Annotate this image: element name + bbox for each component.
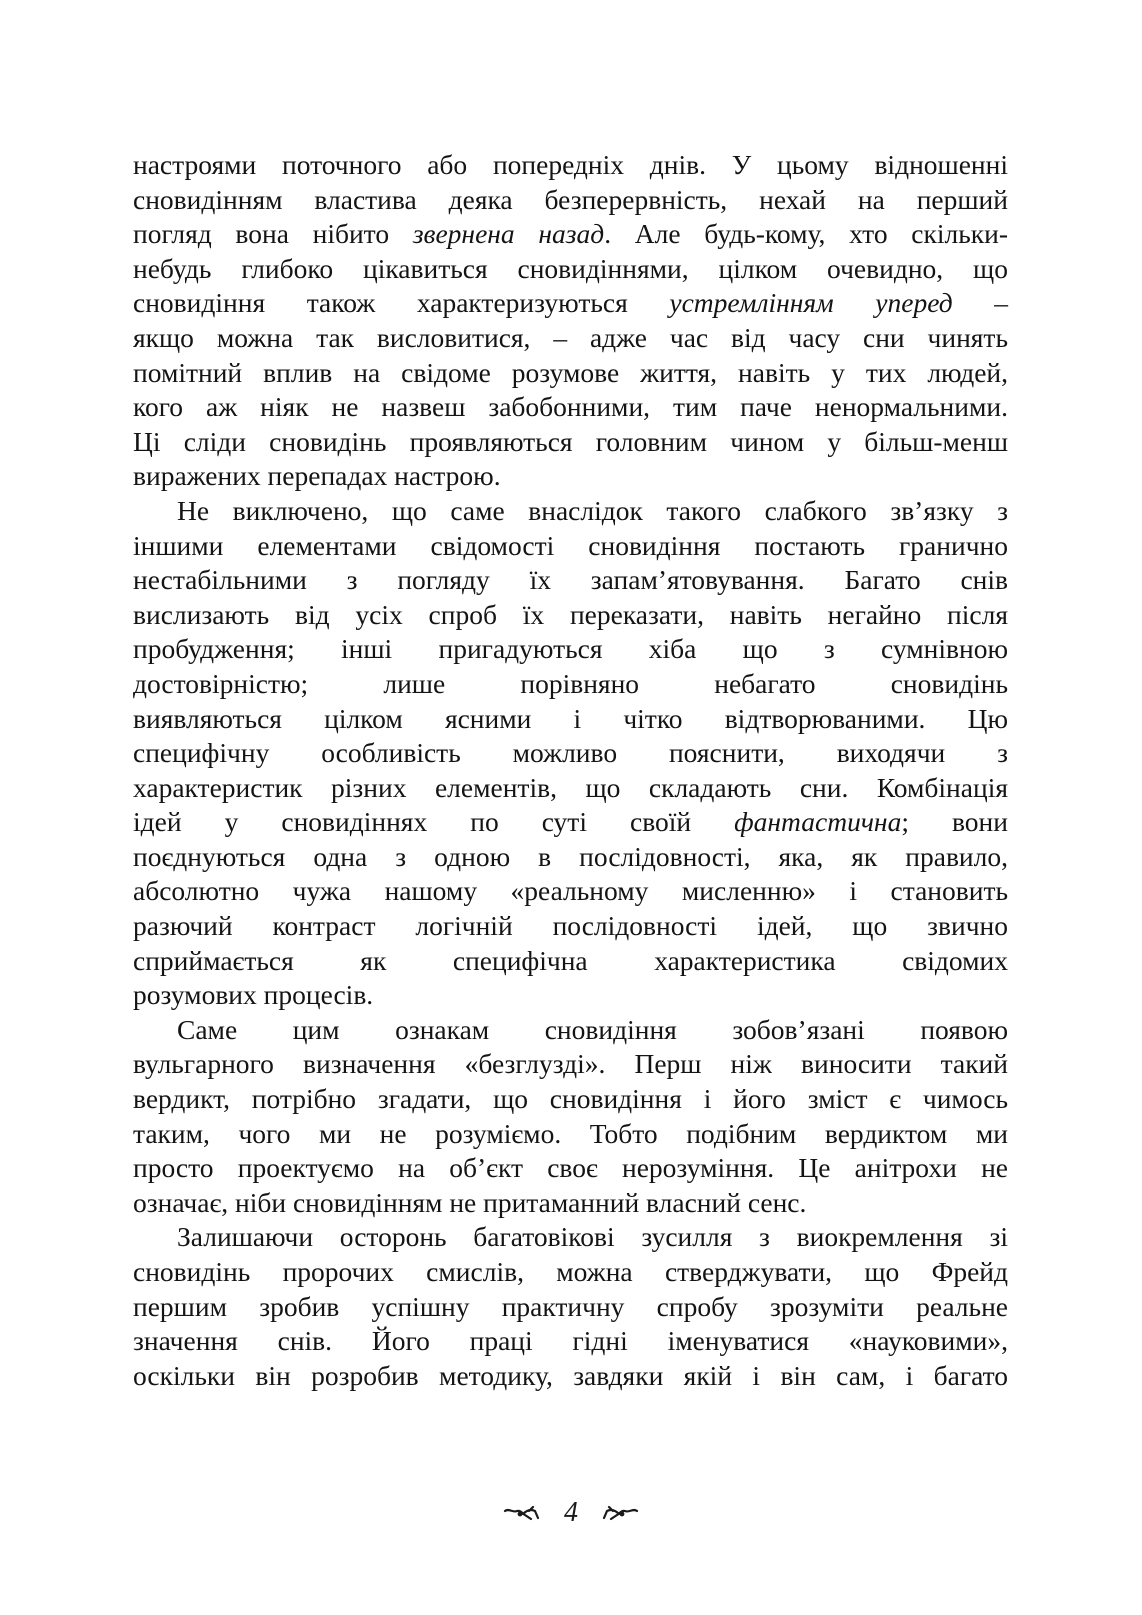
italic-emphasis: фантастична xyxy=(734,806,902,838)
text-line: помітний вплив на свідоме розумове життя, навіть у тих людей, xyxy=(133,356,1008,388)
paragraph xyxy=(133,1013,1008,1221)
fleuron-right-icon xyxy=(599,1499,639,1531)
text-line: таким, чого ми не розуміємо. Тобто подібним вердиктом ми xyxy=(133,1117,1008,1149)
text-line: Залишаючи осторонь багатовікові зусилля з виокремлення зі xyxy=(177,1221,1008,1253)
page-footer xyxy=(0,1497,1142,1531)
text-line: пробудження; інші пригадуються хіба що з сумнівною xyxy=(133,633,1008,665)
text-line: небудь глибоко цікавиться сновидіннями, цілком очевидно, що xyxy=(133,252,1008,284)
text-line: вислизають від усіх спроб їх переказати, навіть негайно після xyxy=(133,598,1008,630)
text-line: значення снів. Його праці гідні іменуватися «науковими», xyxy=(133,1325,1008,1357)
body-text xyxy=(133,148,1008,1393)
text-line: разючий контраст логічній послідовності ідей, що звично xyxy=(133,910,1008,942)
text-line: нестабільними з погляду їх запам’ятовування. Багато снів xyxy=(133,564,1008,596)
text-line: настроями поточного або попередніх днів. У цьому відношенні xyxy=(133,149,1008,180)
text-line: Ці сліди сновидінь проявляються головним чином у більш-менш xyxy=(133,425,1008,457)
text-line: кого аж ніяк не назвеш забобонними, тим паче ненормальними. xyxy=(133,391,1008,423)
page-number: 4 xyxy=(564,1497,578,1528)
text-line: характеристик різних елементів, що складають сни. Комбінація xyxy=(133,771,1008,803)
text-line: виражених перепадах настрою. xyxy=(133,460,501,492)
text-line: іншими елементами свідомості сновидіння постають гранично xyxy=(133,529,1008,561)
text-line: достовірністю; лише порівняно небагато сновидінь xyxy=(133,667,1008,699)
text-line: сновидінням властива деяка безперервність, нехай на перший xyxy=(133,183,1008,215)
text-line: погляд вона нібито звернена назад. Але будь-кому, хто скільки- xyxy=(133,218,1009,250)
text-line: специфічну особливість можливо пояснити, виходячи з xyxy=(133,737,1008,769)
text-line: розумових процесів. xyxy=(133,979,374,1011)
text-line: сновидінь пророчих смислів, можна стверджувати, що Фрейд xyxy=(133,1256,1008,1287)
italic-emphasis: устремлінням уперед xyxy=(669,287,953,319)
text-line: просто проектуємо на об’єкт своє нерозуміння. Це анітрохи не xyxy=(133,1152,1008,1184)
text-line: абсолютно чужа нашому «реальному мисленню» і становить xyxy=(133,875,1008,907)
text-line: сновидіння також характеризуються устремлінням уперед – xyxy=(133,287,1009,319)
text-line: вульгарного визначення «безглузді». Перш ніж виносити такий xyxy=(133,1048,1008,1080)
text-line: якщо можна так висловитися, – адже час від часу сни чинять xyxy=(133,321,1008,353)
text-line: оскільки він розробив методику, завдяки якій і він сам, і багато xyxy=(133,1359,1008,1391)
italic-emphasis: звернена назад xyxy=(412,218,605,250)
text-line: виявляються цілком ясними і чітко відтворюваними. Цю xyxy=(133,702,1008,734)
text-line: сприймається як специфічна характеристика свідомих xyxy=(133,944,1008,976)
text-line: ідей у сновидіннях по суті своїй фантастична; вони xyxy=(133,806,1008,838)
text-line: поєднуються одна з одною в послідовності, яка, як правило, xyxy=(133,840,1008,872)
text-line: вердикт, потрібно згадати, що сновидіння і його зміст є чимось xyxy=(133,1083,1008,1115)
text-line: означає, ніби сновидінням не притаманний власний сенс. xyxy=(133,1186,807,1218)
text-line: Саме цим ознакам сновидіння зобов’язані появою xyxy=(177,1013,1008,1045)
paragraph xyxy=(133,494,1008,1013)
paragraph xyxy=(133,148,1008,494)
text-line: першим зробив успішну практичну спробу зрозуміти реальне xyxy=(133,1290,1008,1322)
text-line: Не виключено, що саме внаслідок такого слабкого зв’язку з xyxy=(177,494,1008,526)
paragraph xyxy=(133,1220,1008,1393)
fleuron-left-icon xyxy=(503,1499,543,1531)
